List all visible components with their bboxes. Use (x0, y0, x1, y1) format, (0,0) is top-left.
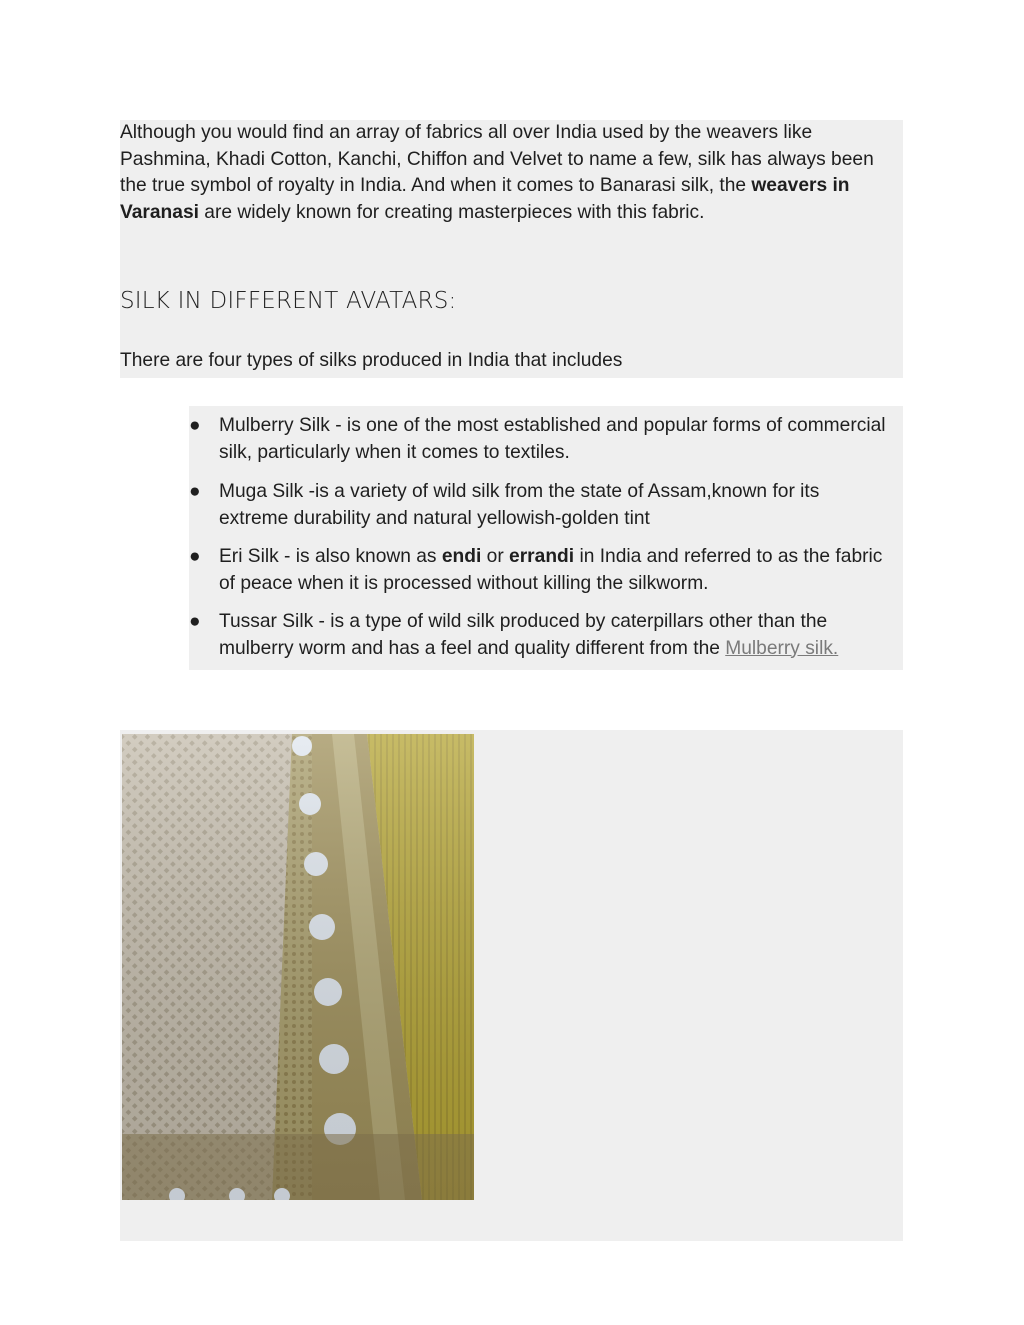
bullet-icon: ● (189, 611, 201, 632)
list-item-text-part: Tussar Silk - is a type of wild silk produced by caterpillars other than the mulberry worm and has a feel and quality different from the (219, 611, 828, 659)
paragraph-bold-text: weavers in Varanasi (120, 175, 850, 223)
image-block (120, 730, 903, 1241)
bold-term-endi: endi (441, 546, 482, 567)
list-item-text (219, 544, 889, 597)
bold-term-errandi: errandi (509, 546, 575, 567)
silk-saree-photo (122, 734, 474, 1200)
silk-types-list (189, 406, 903, 670)
bullet-icon: ● (189, 481, 201, 502)
list-intro-block (120, 348, 903, 378)
bullet-icon: ● (189, 546, 201, 567)
list-item-text: Mulberry Silk - is one of the most established and popular forms of commercial silk, particularly when it comes to textiles. (219, 415, 886, 463)
list-item-text: Muga Silk -is a variety of wild silk from the state of Assam,known for its extreme durability and natural yellowish-golden tint (219, 481, 820, 529)
list-item-text-part: or (481, 546, 510, 567)
intro-paragraph (120, 120, 903, 226)
list-item-text-part: Eri Silk - is also known as (219, 546, 442, 567)
paragraph-text-2: are widely known for creating masterpieces with this fabric. (198, 201, 705, 223)
paragraph-text-1: Although you would find an array of fabrics all over India used by the weavers like Pashmina, Khadi Cotton, Kanchi, Chiffon and Velvet to name a few, silk has always been the true symbol of royalty in India. And when it comes to Banarasi silk, the (120, 122, 874, 196)
list-intro-text: There are four types of silks produced in India that includes (120, 350, 623, 371)
section-heading: SILK IN DIFFERENT AVATARS: (120, 288, 457, 314)
list-item-text-part: in India and referred to as the fabric of peace when it is processed without killing the silkworm. (219, 546, 883, 594)
list-item-text (219, 609, 889, 662)
bullet-icon: ● (189, 415, 201, 436)
mulberry-silk-link[interactable]: Mulberry silk. (725, 637, 839, 659)
